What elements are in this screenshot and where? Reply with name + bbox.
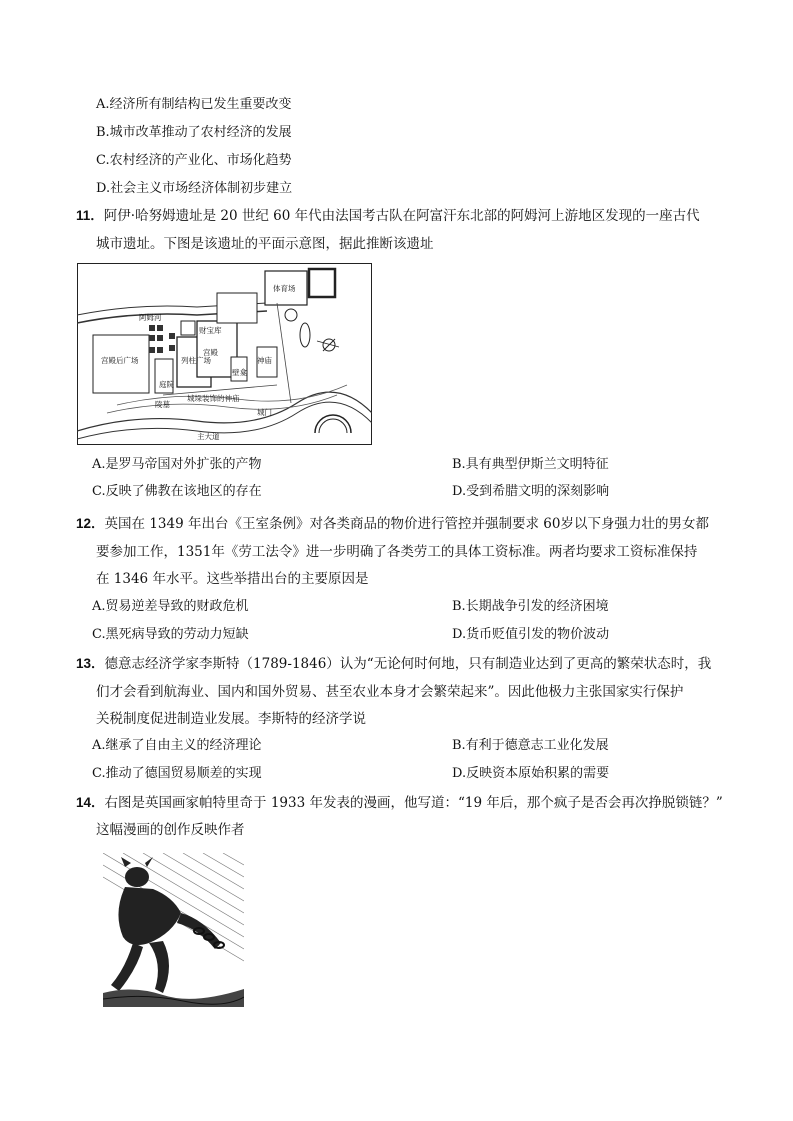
map-label-gate: 城门 <box>257 408 272 417</box>
site-plan-map <box>77 263 372 445</box>
map-label-river: 阿姆河 <box>139 313 162 322</box>
map-label-road: 主大道 <box>197 432 220 441</box>
q12-number: 12． <box>76 516 105 531</box>
q12-stem-line1: 12．英国在 1349 年出台《王室条例》对各类商品的物价进行管控并强制要求 60岁以下身强力壮的男女都 <box>76 516 709 532</box>
q14-number: 14． <box>76 795 105 810</box>
q13-number: 13． <box>76 656 105 671</box>
q11-option-a: A.是罗马帝国对外扩张的产物 <box>92 457 262 472</box>
q11-option-c: C.反映了佛教在该地区的存在 <box>92 484 262 499</box>
q12-stem-line2: 要参加工作，1351年《劳工法令》进一步明确了各类劳工的具体工资标准。两者均要求工资标准保持 <box>96 544 698 560</box>
q11-option-d: D.受到希腊文明的深刻影响 <box>452 484 610 499</box>
q11-stem-line1: 11．阿伊·哈努姆遗址是 20 世纪 60 年代由法国考古队在阿富汗东北部的阿姆河上游地区发现的一座古代 <box>76 208 700 224</box>
q13-option-b: B.有利于德意志工业化发展 <box>452 738 609 753</box>
q13-option-c: C.推动了德国贸易顺差的实现 <box>92 766 262 781</box>
q10-option-b: B.城市改革推动了农村经济的发展 <box>96 125 292 140</box>
map-label-shrine: 神庙 <box>257 356 272 365</box>
q12-option-c: C.黑死病导致的劳动力短缺 <box>92 627 249 642</box>
q13-stem-line3: 关税制度促进制造业发展。李斯特的经济学说 <box>96 711 366 727</box>
map-label-tombs: 陵墓 <box>155 400 170 409</box>
map-label-temple: 壁龛 <box>232 368 247 377</box>
q13-stem-line1: 13．德意志经济学家李斯特（1789-1846）认为“无论何时何地，只有制造业达到了更高的繁荣状态时，我 <box>76 656 712 672</box>
q13-option-a: A.继承了自由主义的经济理论 <box>92 738 262 753</box>
map-label-treasury: 财宝库 <box>199 326 222 335</box>
q10-option-c: C.农村经济的产业化、市场化趋势 <box>96 153 292 168</box>
map-label-colonnade: 列柱广场 <box>181 356 211 365</box>
map-label-courtyard: 庭院 <box>159 380 174 389</box>
q13-option-d: D.反映资本原始积累的需要 <box>452 766 610 781</box>
q11-stem-line2: 城市遗址。下图是该遗址的平面示意图，据此推断该遗址 <box>96 236 434 252</box>
q11-option-b: B.具有典型伊斯兰文明特征 <box>452 457 609 472</box>
map-label-wall-temple: 城垛装饰的神庙 <box>187 394 240 403</box>
q10-option-a: A.经济所有制结构已发生重要改变 <box>96 97 292 112</box>
q12-option-d: D.货币贬值引发的物价波动 <box>452 627 610 642</box>
q13-stem-line2: 们才会看到航海业、国内和国外贸易、甚至农业本身才会繁荣起来”。因此他极力主张国家实行保护 <box>96 684 684 700</box>
q10-option-d: D.社会主义市场经济体制初步建立 <box>96 181 293 196</box>
q12-stem-line3: 在 1346 年水平。这些举措出台的主要原因是 <box>96 571 369 587</box>
q11-number: 11． <box>76 208 104 223</box>
cartoon-illustration <box>103 853 244 1007</box>
q14-stem-line1: 14．右图是英国画家帕特里奇于 1933 年发表的漫画，他写道：“19 年后，那个疯子是否会再次挣脱锁链？” <box>76 795 723 811</box>
q14-stem-line2: 这幅漫画的创作反映作者 <box>96 822 245 838</box>
q12-option-a: A.贸易逆差导致的财政危机 <box>92 599 249 614</box>
q12-option-b: B.长期战争引发的经济困境 <box>452 599 609 614</box>
map-label-palace-square: 宫殿后广场 <box>101 356 139 365</box>
map-label-gym: 体育场 <box>273 284 296 293</box>
map-label-palace: 宫殿 <box>203 348 218 357</box>
